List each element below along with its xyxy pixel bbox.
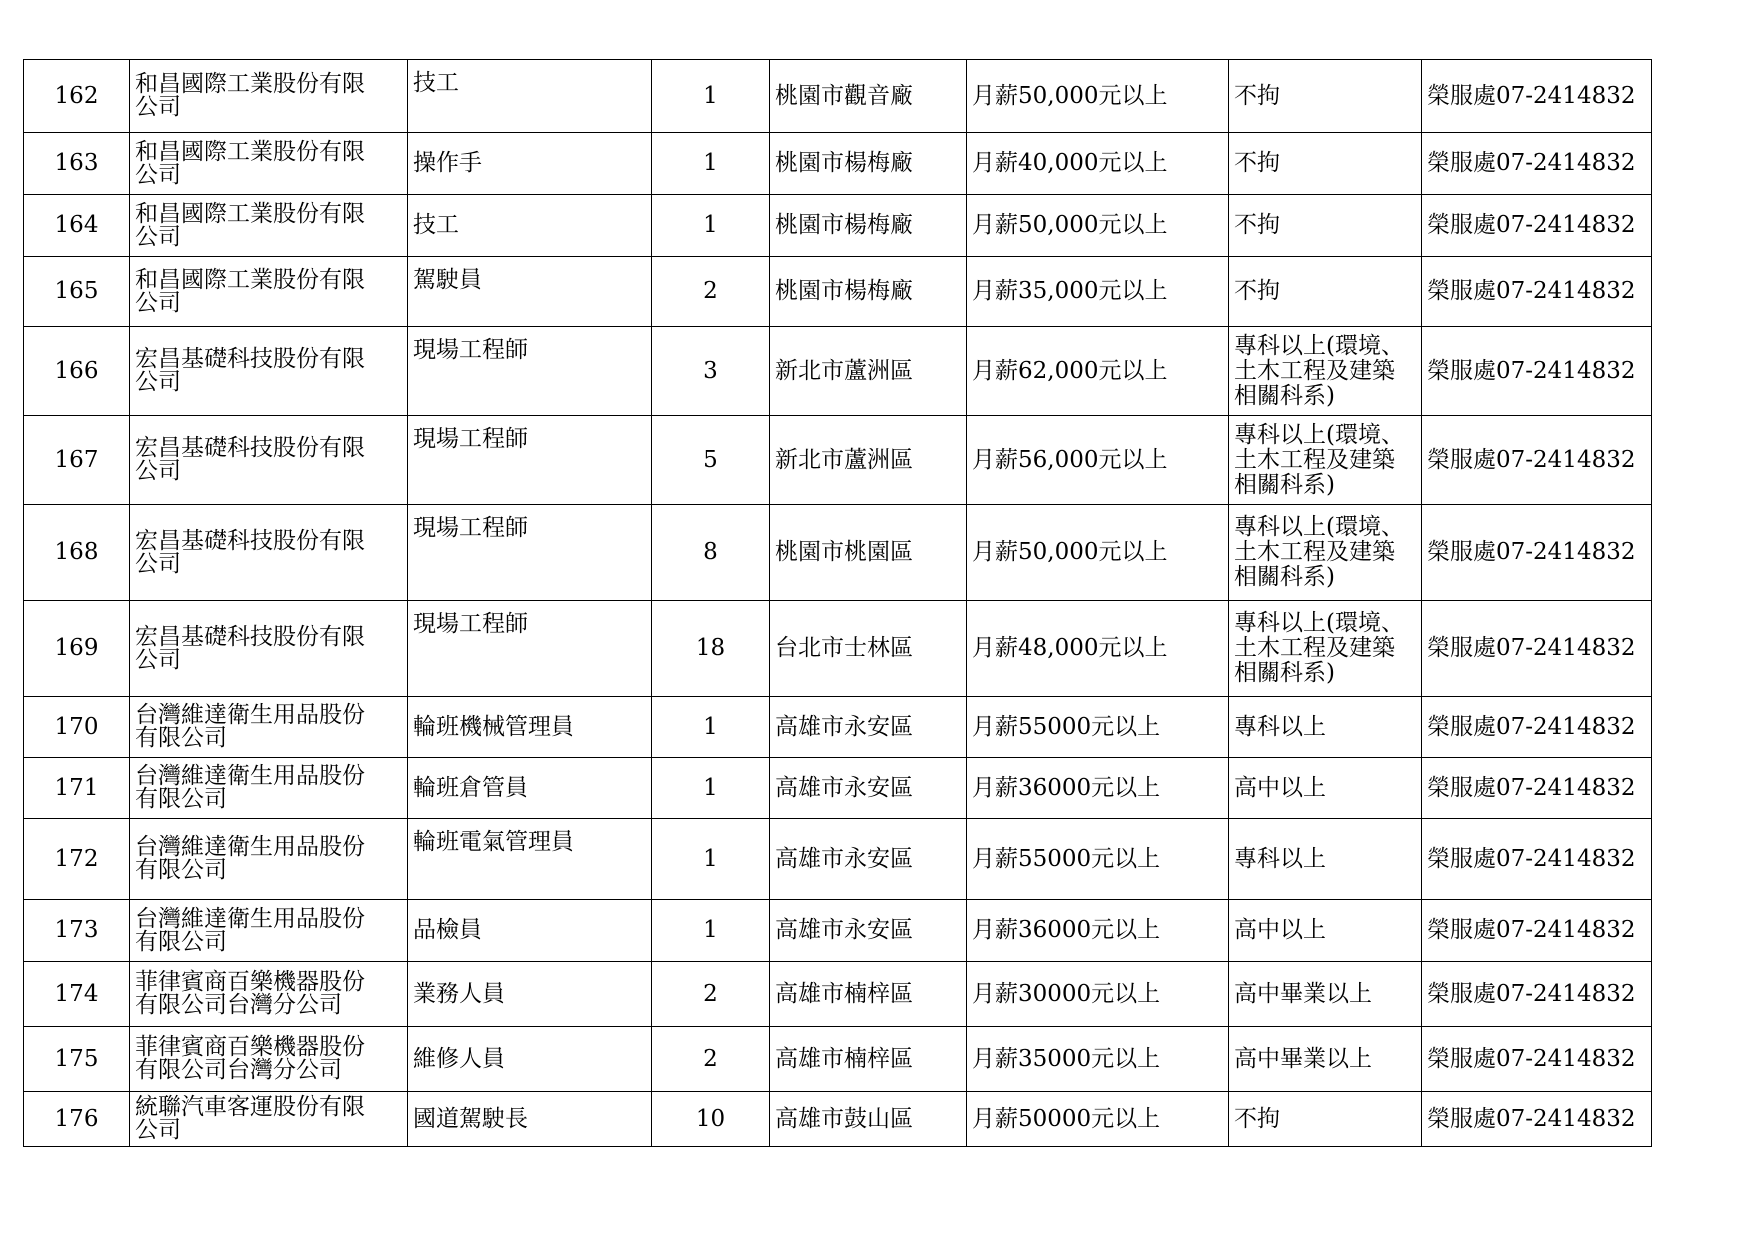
job-title-cell: 品檢員 — [408, 900, 652, 962]
job-title-cell: 國道駕駛長 — [408, 1092, 652, 1147]
contact-info-cell: 榮服處07-2414832 — [1422, 697, 1652, 758]
contact-info-cell: 榮服處07-2414832 — [1422, 900, 1652, 962]
work-location-cell: 桃園市桃園區 — [770, 505, 967, 601]
company-name-cell: 和昌國際工業股份有限 公司 — [130, 195, 408, 257]
job-title-cell: 業務人員 — [408, 962, 652, 1027]
contact-info-cell: 榮服處07-2414832 — [1422, 962, 1652, 1027]
education-requirement-cell: 專科以上(環境、 土木工程及建築 相關科系) — [1229, 505, 1422, 601]
headcount-cell: 3 — [652, 327, 770, 416]
contact-info-cell: 榮服處07-2414832 — [1422, 758, 1652, 819]
job-title-cell: 維修人員 — [408, 1027, 652, 1092]
contact-info-cell: 榮服處07-2414832 — [1422, 60, 1652, 133]
salary-cell: 月薪62,000元以上 — [967, 327, 1229, 416]
salary-cell: 月薪50,000元以上 — [967, 505, 1229, 601]
education-requirement-cell: 專科以上(環境、 土木工程及建築 相關科系) — [1229, 601, 1422, 697]
headcount-cell: 1 — [652, 758, 770, 819]
table-row — [24, 133, 1652, 195]
job-title-cell: 駕駛員 — [408, 257, 652, 327]
table-row — [24, 257, 1652, 327]
work-location-cell: 高雄市楠梓區 — [770, 962, 967, 1027]
table-row — [24, 195, 1652, 257]
row-number-cell: 175 — [24, 1027, 130, 1092]
contact-info-cell: 榮服處07-2414832 — [1422, 416, 1652, 505]
row-number-cell: 171 — [24, 758, 130, 819]
row-number-cell: 169 — [24, 601, 130, 697]
salary-cell: 月薪56,000元以上 — [967, 416, 1229, 505]
work-location-cell: 桃園市觀音廠 — [770, 60, 967, 133]
row-number-cell: 167 — [24, 416, 130, 505]
job-title-cell: 輪班機械管理員 — [408, 697, 652, 758]
contact-info-cell: 榮服處07-2414832 — [1422, 1092, 1652, 1147]
job-title-cell: 輪班電氣管理員 — [408, 819, 652, 900]
work-location-cell: 桃園市楊梅廠 — [770, 257, 967, 327]
company-name-cell: 統聯汽車客運股份有限 公司 — [130, 1092, 408, 1147]
table-row — [24, 697, 1652, 758]
company-name-cell: 宏昌基礎科技股份有限 公司 — [130, 327, 408, 416]
salary-cell: 月薪40,000元以上 — [967, 133, 1229, 195]
job-title-cell: 操作手 — [408, 133, 652, 195]
headcount-cell: 10 — [652, 1092, 770, 1147]
company-name-cell: 和昌國際工業股份有限 公司 — [130, 257, 408, 327]
company-name-cell: 宏昌基礎科技股份有限 公司 — [130, 416, 408, 505]
row-number-cell: 164 — [24, 195, 130, 257]
job-title-cell: 技工 — [408, 195, 652, 257]
education-requirement-cell: 不拘 — [1229, 195, 1422, 257]
contact-info-cell: 榮服處07-2414832 — [1422, 195, 1652, 257]
job-title-cell: 現場工程師 — [408, 416, 652, 505]
work-location-cell: 新北市蘆洲區 — [770, 327, 967, 416]
work-location-cell: 桃園市楊梅廠 — [770, 133, 967, 195]
headcount-cell: 8 — [652, 505, 770, 601]
table-row — [24, 1027, 1652, 1092]
work-location-cell: 高雄市永安區 — [770, 697, 967, 758]
headcount-cell: 1 — [652, 697, 770, 758]
salary-cell: 月薪50,000元以上 — [967, 60, 1229, 133]
salary-cell: 月薪55000元以上 — [967, 697, 1229, 758]
row-number-cell: 166 — [24, 327, 130, 416]
table-row — [24, 327, 1652, 416]
job-title-cell: 現場工程師 — [408, 601, 652, 697]
education-requirement-cell: 專科以上(環境、 土木工程及建築 相關科系) — [1229, 327, 1422, 416]
table-row — [24, 819, 1652, 900]
education-requirement-cell: 不拘 — [1229, 1092, 1422, 1147]
table-row — [24, 505, 1652, 601]
row-number-cell: 176 — [24, 1092, 130, 1147]
headcount-cell: 1 — [652, 195, 770, 257]
headcount-cell: 2 — [652, 962, 770, 1027]
work-location-cell: 桃園市楊梅廠 — [770, 195, 967, 257]
table-row — [24, 60, 1652, 133]
company-name-cell: 菲律賓商百樂機器股份 有限公司台灣分公司 — [130, 962, 408, 1027]
contact-info-cell: 榮服處07-2414832 — [1422, 601, 1652, 697]
contact-info-cell: 榮服處07-2414832 — [1422, 327, 1652, 416]
row-number-cell: 174 — [24, 962, 130, 1027]
job-listing-table — [23, 59, 1652, 1147]
row-number-cell: 172 — [24, 819, 130, 900]
work-location-cell: 高雄市永安區 — [770, 900, 967, 962]
headcount-cell: 1 — [652, 900, 770, 962]
education-requirement-cell: 專科以上 — [1229, 819, 1422, 900]
company-name-cell: 宏昌基礎科技股份有限 公司 — [130, 505, 408, 601]
row-number-cell: 173 — [24, 900, 130, 962]
headcount-cell: 2 — [652, 1027, 770, 1092]
education-requirement-cell: 不拘 — [1229, 257, 1422, 327]
contact-info-cell: 榮服處07-2414832 — [1422, 133, 1652, 195]
work-location-cell: 高雄市鼓山區 — [770, 1092, 967, 1147]
company-name-cell: 台灣維達衛生用品股份 有限公司 — [130, 900, 408, 962]
salary-cell: 月薪36000元以上 — [967, 758, 1229, 819]
education-requirement-cell: 高中以上 — [1229, 900, 1422, 962]
table-row — [24, 601, 1652, 697]
contact-info-cell: 榮服處07-2414832 — [1422, 819, 1652, 900]
salary-cell: 月薪55000元以上 — [967, 819, 1229, 900]
education-requirement-cell: 不拘 — [1229, 133, 1422, 195]
salary-cell: 月薪30000元以上 — [967, 962, 1229, 1027]
salary-cell: 月薪50,000元以上 — [967, 195, 1229, 257]
education-requirement-cell: 不拘 — [1229, 60, 1422, 133]
contact-info-cell: 榮服處07-2414832 — [1422, 1027, 1652, 1092]
contact-info-cell: 榮服處07-2414832 — [1422, 257, 1652, 327]
headcount-cell: 1 — [652, 133, 770, 195]
work-location-cell: 高雄市楠梓區 — [770, 1027, 967, 1092]
contact-info-cell: 榮服處07-2414832 — [1422, 505, 1652, 601]
education-requirement-cell: 專科以上(環境、 土木工程及建築 相關科系) — [1229, 416, 1422, 505]
education-requirement-cell: 高中畢業以上 — [1229, 1027, 1422, 1092]
company-name-cell: 宏昌基礎科技股份有限 公司 — [130, 601, 408, 697]
salary-cell: 月薪36000元以上 — [967, 900, 1229, 962]
work-location-cell: 台北市士林區 — [770, 601, 967, 697]
job-title-cell: 現場工程師 — [408, 505, 652, 601]
table-row — [24, 900, 1652, 962]
row-number-cell: 163 — [24, 133, 130, 195]
work-location-cell: 高雄市永安區 — [770, 758, 967, 819]
company-name-cell: 和昌國際工業股份有限 公司 — [130, 133, 408, 195]
table-row — [24, 416, 1652, 505]
education-requirement-cell: 高中畢業以上 — [1229, 962, 1422, 1027]
row-number-cell: 168 — [24, 505, 130, 601]
job-title-cell: 輪班倉管員 — [408, 758, 652, 819]
salary-cell: 月薪35000元以上 — [967, 1027, 1229, 1092]
education-requirement-cell: 專科以上 — [1229, 697, 1422, 758]
headcount-cell: 1 — [652, 60, 770, 133]
row-number-cell: 162 — [24, 60, 130, 133]
headcount-cell: 5 — [652, 416, 770, 505]
company-name-cell: 台灣維達衛生用品股份 有限公司 — [130, 819, 408, 900]
work-location-cell: 新北市蘆洲區 — [770, 416, 967, 505]
row-number-cell: 170 — [24, 697, 130, 758]
company-name-cell: 台灣維達衛生用品股份 有限公司 — [130, 758, 408, 819]
table-row — [24, 758, 1652, 819]
salary-cell: 月薪48,000元以上 — [967, 601, 1229, 697]
table-row — [24, 962, 1652, 1027]
work-location-cell: 高雄市永安區 — [770, 819, 967, 900]
company-name-cell: 台灣維達衛生用品股份 有限公司 — [130, 697, 408, 758]
company-name-cell: 菲律賓商百樂機器股份 有限公司台灣分公司 — [130, 1027, 408, 1092]
job-title-cell: 技工 — [408, 60, 652, 133]
education-requirement-cell: 高中以上 — [1229, 758, 1422, 819]
job-title-cell: 現場工程師 — [408, 327, 652, 416]
headcount-cell: 1 — [652, 819, 770, 900]
row-number-cell: 165 — [24, 257, 130, 327]
headcount-cell: 2 — [652, 257, 770, 327]
headcount-cell: 18 — [652, 601, 770, 697]
table-row — [24, 1092, 1652, 1147]
company-name-cell: 和昌國際工業股份有限 公司 — [130, 60, 408, 133]
salary-cell: 月薪35,000元以上 — [967, 257, 1229, 327]
salary-cell: 月薪50000元以上 — [967, 1092, 1229, 1147]
